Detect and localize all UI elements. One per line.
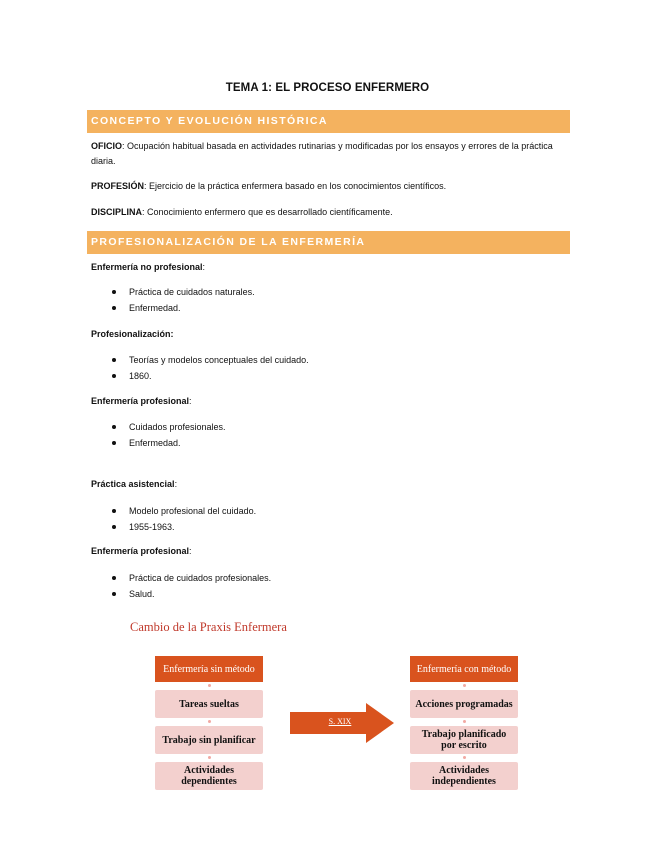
list-item: Enfermedad. bbox=[91, 300, 255, 316]
term-profesion: PROFESIÓN bbox=[91, 181, 145, 191]
connector-dot bbox=[208, 720, 211, 723]
group-label-colon: : bbox=[202, 262, 206, 272]
left-item-box: Trabajo sin planificar bbox=[155, 726, 263, 754]
group-label bbox=[91, 546, 192, 556]
connector-dot bbox=[463, 756, 466, 759]
connector-dot bbox=[208, 756, 211, 759]
connector-dot bbox=[463, 684, 466, 687]
left-item-box: Tareas sueltas bbox=[155, 690, 263, 718]
bullet-list bbox=[91, 570, 271, 602]
list-item: Práctica de cuidados naturales. bbox=[91, 284, 255, 300]
document-title: TEMA 1: EL PROCESO ENFERMERO bbox=[225, 82, 430, 94]
list-item: 1955-1963. bbox=[91, 519, 256, 535]
right-item-box: Actividades independientes bbox=[410, 762, 518, 790]
arrow-label: S. XIX bbox=[328, 717, 352, 726]
list-item: Salud. bbox=[91, 586, 271, 602]
group-label-text: Enfermería no profesional bbox=[91, 262, 203, 272]
connector-dot bbox=[463, 720, 466, 723]
bullet-list bbox=[91, 352, 309, 384]
term-oficio: OFICIO bbox=[91, 141, 122, 151]
definition-oficio-text: : Ocupación habitual basada en actividades rutinarias y modificadas por los ensayos y errores de la práctica diaria. bbox=[91, 141, 553, 166]
definition-disciplina-text: : Conocimiento enfermero que es desarrollado científicamente. bbox=[142, 207, 393, 217]
left-item-box: Actividades dependientes bbox=[155, 762, 263, 790]
right-head-box: Enfermería con método bbox=[410, 656, 518, 682]
definition-profesion-text: : Ejercicio de la práctica enfermera basado en los conocimientos científicos. bbox=[144, 181, 447, 191]
definition-disciplina bbox=[91, 205, 571, 220]
left-head-box: Enfermería sin método bbox=[155, 656, 263, 682]
section-heading-profesionalizacion: PROFESIONALIZACIÓN DE LA ENFERMERÍA bbox=[87, 231, 570, 254]
bullet-list bbox=[91, 284, 255, 316]
bullet-list bbox=[91, 419, 226, 451]
group-label-colon: : bbox=[189, 396, 192, 406]
right-item-box: Trabajo planificado por escrito bbox=[410, 726, 518, 754]
list-item: Modelo profesional del cuidado. bbox=[91, 503, 256, 519]
group-label bbox=[91, 262, 205, 272]
list-item: 1860. bbox=[91, 368, 309, 384]
group-label bbox=[91, 396, 192, 406]
definition-oficio bbox=[91, 139, 571, 169]
group-label-colon: : bbox=[170, 329, 174, 339]
right-item-box: Acciones programadas bbox=[410, 690, 518, 718]
term-disciplina: DISCIPLINA bbox=[91, 207, 143, 217]
group-label-text: Práctica asistencial bbox=[91, 479, 175, 489]
group-label bbox=[91, 479, 177, 489]
group-label-text: Profesionalización bbox=[91, 329, 171, 339]
definition-profesion bbox=[91, 179, 571, 194]
list-item: Práctica de cuidados profesionales. bbox=[91, 570, 271, 586]
group-label bbox=[91, 329, 174, 339]
connector-dot bbox=[208, 684, 211, 687]
group-label-colon: : bbox=[174, 479, 178, 489]
diagram-title: Cambio de la Praxis Enfermera bbox=[130, 620, 287, 634]
group-label-text: Enfermería profesional bbox=[91, 546, 190, 556]
list-item: Enfermedad. bbox=[91, 435, 226, 451]
group-label-colon: : bbox=[189, 546, 192, 556]
group-label-text: Enfermería profesional bbox=[91, 396, 190, 406]
list-item: Cuidados profesionales. bbox=[91, 419, 226, 435]
section-heading-concepto: CONCEPTO Y EVOLUCIÓN HISTÓRICA bbox=[87, 110, 570, 133]
list-item: Teorías y modelos conceptuales del cuidado. bbox=[91, 352, 309, 368]
bullet-list bbox=[91, 503, 256, 535]
